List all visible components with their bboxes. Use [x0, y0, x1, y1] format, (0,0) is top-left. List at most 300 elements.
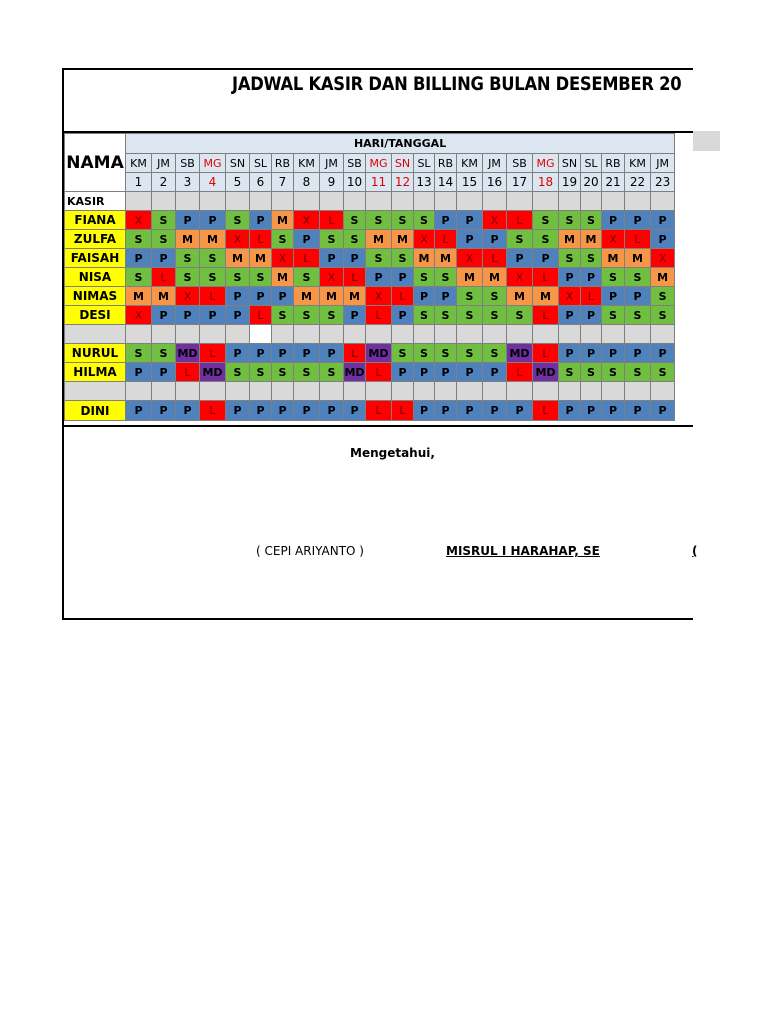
shift-cell: P — [226, 401, 250, 421]
shift-cell: P — [152, 306, 176, 325]
spacer-row — [65, 325, 675, 344]
weekday-cell: JM — [320, 154, 344, 173]
shift-cell: S — [483, 344, 507, 363]
section-row — [65, 192, 675, 211]
shift-cell: P — [507, 401, 533, 421]
shift-cell: S — [507, 306, 533, 325]
shift-cell: X — [272, 249, 294, 268]
date-number-cell: 23 — [651, 173, 675, 192]
date-number-cell: 11 — [366, 173, 392, 192]
shift-cell: L — [483, 249, 507, 268]
staff-name: FAISAH — [65, 249, 126, 268]
shift-cell: S — [250, 363, 272, 382]
table-bottom-border — [64, 425, 693, 427]
shift-cell: L — [250, 230, 272, 249]
weekday-cell: JM — [483, 154, 507, 173]
shift-cell: S — [126, 344, 152, 363]
shift-cell: P — [294, 344, 320, 363]
shift-cell: P — [651, 344, 675, 363]
shift-cell: P — [483, 401, 507, 421]
shift-cell: S — [625, 268, 651, 287]
shift-cell: L — [581, 287, 602, 306]
shift-cell: P — [126, 363, 152, 382]
shift-cell: S — [457, 287, 483, 306]
shift-cell: MD — [533, 363, 559, 382]
shift-cell: X — [457, 249, 483, 268]
date-number-cell: 1 — [126, 173, 152, 192]
shift-cell: S — [457, 306, 483, 325]
shift-cell: P — [126, 249, 152, 268]
date-number-cell: 19 — [559, 173, 581, 192]
empty-cell — [294, 382, 320, 401]
shift-cell: MD — [344, 363, 366, 382]
empty-cell — [651, 382, 675, 401]
shift-cell: P — [392, 363, 414, 382]
shift-cell: L — [250, 306, 272, 325]
shift-cell: P — [559, 401, 581, 421]
shift-cell: S — [581, 249, 602, 268]
staff-name: DINI — [65, 401, 126, 421]
shift-cell: L — [366, 401, 392, 421]
empty-cell — [507, 192, 533, 211]
empty-cell — [176, 192, 200, 211]
shift-cell: X — [294, 211, 320, 230]
shift-cell: S — [602, 306, 625, 325]
shift-cell: M — [344, 287, 366, 306]
shift-cell: S — [414, 344, 435, 363]
shift-cell: S — [483, 287, 507, 306]
empty-cell — [602, 192, 625, 211]
shift-cell: MD — [366, 344, 392, 363]
staff-row — [65, 344, 675, 363]
shift-cell: L — [392, 287, 414, 306]
staff-row — [65, 249, 675, 268]
shift-cell: P — [435, 401, 457, 421]
staff-row — [65, 211, 675, 230]
empty-cell — [126, 192, 152, 211]
shift-cell: L — [625, 230, 651, 249]
empty-cell — [200, 382, 226, 401]
shift-cell: P — [625, 287, 651, 306]
shift-cell: S — [392, 344, 414, 363]
staff-name: NIMAS — [65, 287, 126, 306]
shift-cell: S — [457, 344, 483, 363]
shift-cell: L — [533, 268, 559, 287]
shift-cell: L — [533, 401, 559, 421]
shift-cell: S — [507, 230, 533, 249]
shift-cell: P — [176, 211, 200, 230]
shift-cell: S — [200, 268, 226, 287]
empty-cell — [625, 192, 651, 211]
staff-name: NURUL — [65, 344, 126, 363]
shift-cell: S — [414, 306, 435, 325]
shift-cell: L — [533, 344, 559, 363]
shift-cell: P — [651, 230, 675, 249]
empty-cell — [435, 382, 457, 401]
empty-cell — [457, 192, 483, 211]
weekday-cell: RB — [272, 154, 294, 173]
shift-cell: P — [457, 211, 483, 230]
shift-cell: S — [625, 363, 651, 382]
shift-cell: S — [392, 211, 414, 230]
empty-cell — [435, 325, 457, 344]
shift-cell: P — [176, 306, 200, 325]
shift-cell: MD — [176, 344, 200, 363]
shift-cell: S — [414, 268, 435, 287]
shift-cell: S — [581, 211, 602, 230]
empty-cell — [250, 325, 272, 344]
shift-cell: P — [581, 344, 602, 363]
shift-cell: P — [226, 287, 250, 306]
shift-cell: P — [344, 249, 366, 268]
shift-cell: P — [200, 211, 226, 230]
shift-cell: L — [176, 363, 200, 382]
shift-cell: S — [226, 363, 250, 382]
shift-cell: P — [625, 211, 651, 230]
date-number-cell: 16 — [483, 173, 507, 192]
weekday-cell: MG — [366, 154, 392, 173]
empty-cell — [602, 325, 625, 344]
shift-cell: S — [272, 230, 294, 249]
shift-cell: P — [200, 306, 226, 325]
empty-cell — [320, 325, 344, 344]
shift-cell: S — [435, 344, 457, 363]
acknowledged-label: Mengetahui, — [350, 446, 435, 460]
empty-cell — [344, 325, 366, 344]
shift-cell: P — [344, 306, 366, 325]
shift-cell: S — [559, 363, 581, 382]
shift-cell: P — [581, 401, 602, 421]
empty-cell — [392, 325, 414, 344]
empty-cell — [250, 192, 272, 211]
empty-cell — [226, 325, 250, 344]
empty-cell — [272, 382, 294, 401]
shift-cell: S — [559, 249, 581, 268]
shift-cell: P — [559, 344, 581, 363]
shift-cell: P — [435, 287, 457, 306]
signatory-2: MISRUL I HARAHAP, SE — [446, 544, 600, 558]
shift-cell: P — [226, 344, 250, 363]
shift-cell: P — [272, 401, 294, 421]
shift-cell: S — [226, 211, 250, 230]
weekday-row — [65, 154, 675, 173]
date-number-cell: 21 — [602, 173, 625, 192]
shift-cell: L — [366, 306, 392, 325]
empty-cell — [625, 382, 651, 401]
shift-cell: S — [392, 249, 414, 268]
shift-cell: M — [625, 249, 651, 268]
shift-cell: M — [294, 287, 320, 306]
date-number-cell: 18 — [533, 173, 559, 192]
weekday-cell: SL — [250, 154, 272, 173]
shift-cell: X — [126, 306, 152, 325]
weekday-cell: JM — [152, 154, 176, 173]
weekday-cell: SN — [559, 154, 581, 173]
empty-cell — [414, 382, 435, 401]
shift-cell: S — [250, 268, 272, 287]
date-number-cell: 15 — [457, 173, 483, 192]
shift-cell: S — [414, 211, 435, 230]
empty-cell — [559, 192, 581, 211]
shift-cell: M — [533, 287, 559, 306]
shift-cell: S — [320, 230, 344, 249]
shift-cell: S — [581, 363, 602, 382]
shift-cell: S — [294, 306, 320, 325]
empty-cell — [226, 382, 250, 401]
shift-cell: X — [226, 230, 250, 249]
shift-cell: P — [320, 401, 344, 421]
shift-cell: X — [176, 287, 200, 306]
empty-cell — [581, 192, 602, 211]
shift-cell: P — [651, 401, 675, 421]
shift-cell: S — [176, 268, 200, 287]
empty-cell — [392, 382, 414, 401]
shift-cell: S — [272, 306, 294, 325]
shift-cell: X — [602, 230, 625, 249]
weekday-cell: SN — [392, 154, 414, 173]
date-number-cell: 20 — [581, 173, 602, 192]
shift-cell: P — [602, 344, 625, 363]
empty-cell — [483, 382, 507, 401]
shift-cell: MD — [507, 344, 533, 363]
signatory-3: ( — [692, 544, 698, 558]
empty-cell — [272, 192, 294, 211]
staff-row — [65, 287, 675, 306]
shift-cell: M — [507, 287, 533, 306]
shift-cell: S — [152, 211, 176, 230]
shift-cell: M — [366, 230, 392, 249]
weekday-cell: SL — [581, 154, 602, 173]
shift-cell: M — [250, 249, 272, 268]
shift-cell: X — [483, 211, 507, 230]
empty-cell — [507, 382, 533, 401]
shift-cell: P — [414, 401, 435, 421]
empty-cell — [533, 382, 559, 401]
weekday-cell: KM — [294, 154, 320, 173]
shift-cell: L — [152, 268, 176, 287]
empty-cell — [366, 192, 392, 211]
empty-cell — [126, 325, 152, 344]
shift-cell: L — [435, 230, 457, 249]
weekday-cell: RB — [602, 154, 625, 173]
date-number-cell: 4 — [200, 173, 226, 192]
shift-cell: P — [457, 363, 483, 382]
empty-cell — [344, 192, 366, 211]
shift-cell: M — [392, 230, 414, 249]
shift-cell: X — [366, 287, 392, 306]
shift-cell: L — [200, 287, 226, 306]
shift-cell: P — [533, 249, 559, 268]
shift-cell: P — [581, 268, 602, 287]
shift-cell: P — [625, 401, 651, 421]
shift-cell: M — [457, 268, 483, 287]
shift-cell: P — [602, 211, 625, 230]
shift-cell: S — [272, 363, 294, 382]
signatory-1: ( CEPI ARIYANTO ) — [256, 544, 364, 558]
shift-cell: M — [226, 249, 250, 268]
shift-cell: MD — [200, 363, 226, 382]
date-number-cell: 13 — [414, 173, 435, 192]
shift-cell: S — [320, 363, 344, 382]
shift-cell: L — [294, 249, 320, 268]
shift-cell: S — [126, 268, 152, 287]
shift-cell: M — [602, 249, 625, 268]
shift-cell: P — [625, 344, 651, 363]
shift-cell: P — [507, 249, 533, 268]
empty-cell — [152, 325, 176, 344]
weekday-cell: KM — [625, 154, 651, 173]
empty-cell — [392, 192, 414, 211]
shift-cell: P — [250, 344, 272, 363]
shift-cell: P — [559, 268, 581, 287]
shift-cell: S — [651, 363, 675, 382]
shift-cell: S — [344, 230, 366, 249]
date-number-cell: 8 — [294, 173, 320, 192]
weekday-cell: KM — [457, 154, 483, 173]
weekday-cell: MG — [200, 154, 226, 173]
shift-cell: P — [457, 230, 483, 249]
shift-cell: L — [344, 344, 366, 363]
shift-cell: S — [294, 268, 320, 287]
empty-cell — [152, 192, 176, 211]
shift-cell: S — [126, 230, 152, 249]
shift-cell: S — [226, 268, 250, 287]
staff-name: FIANA — [65, 211, 126, 230]
empty-cell — [559, 382, 581, 401]
shift-cell: L — [344, 268, 366, 287]
date-number-cell: 3 — [176, 173, 200, 192]
shift-cell: S — [602, 268, 625, 287]
section-label: KASIR — [65, 192, 126, 211]
shift-cell: P — [294, 230, 320, 249]
shift-cell: P — [392, 306, 414, 325]
shift-cell: P — [581, 306, 602, 325]
shift-cell: P — [152, 401, 176, 421]
shift-cell: S — [294, 363, 320, 382]
empty-cell — [250, 382, 272, 401]
shift-cell: P — [272, 344, 294, 363]
date-number-cell: 9 — [320, 173, 344, 192]
staff-row — [65, 401, 675, 421]
empty-cell — [226, 192, 250, 211]
shift-cell: P — [226, 306, 250, 325]
shift-cell: L — [533, 306, 559, 325]
shift-cell: L — [366, 363, 392, 382]
shift-cell: P — [602, 287, 625, 306]
shift-cell: P — [294, 401, 320, 421]
shift-cell: L — [200, 401, 226, 421]
weekday-cell: KM — [126, 154, 152, 173]
empty-cell — [320, 192, 344, 211]
shift-cell: P — [435, 363, 457, 382]
weekday-cell: JM — [651, 154, 675, 173]
shift-cell: P — [435, 211, 457, 230]
empty-cell — [602, 382, 625, 401]
shift-cell: S — [344, 211, 366, 230]
shift-cell: P — [250, 401, 272, 421]
shift-cell: S — [651, 287, 675, 306]
shift-cell: P — [651, 211, 675, 230]
empty-cell — [152, 382, 176, 401]
empty-cell — [414, 325, 435, 344]
shift-cell: S — [483, 306, 507, 325]
empty-cell — [320, 382, 344, 401]
shift-cell: S — [435, 268, 457, 287]
shift-cell: S — [533, 230, 559, 249]
empty-cell — [294, 325, 320, 344]
shift-cell: S — [651, 306, 675, 325]
shift-cell: M — [126, 287, 152, 306]
date-number-cell: 7 — [272, 173, 294, 192]
shift-cell: L — [392, 401, 414, 421]
date-number-cell: 5 — [226, 173, 250, 192]
shift-cell: S — [602, 363, 625, 382]
shift-cell: M — [651, 268, 675, 287]
empty-cell — [457, 325, 483, 344]
shift-cell: P — [176, 401, 200, 421]
shift-cell: P — [559, 306, 581, 325]
empty-cell — [581, 382, 602, 401]
shift-cell: L — [507, 211, 533, 230]
empty-cell — [533, 325, 559, 344]
name-column-header: NAMA — [65, 134, 126, 192]
date-number-cell: 10 — [344, 173, 366, 192]
shift-cell: S — [366, 211, 392, 230]
weekday-cell: SB — [176, 154, 200, 173]
shift-cell: P — [483, 230, 507, 249]
empty-cell — [200, 325, 226, 344]
empty-cell — [65, 382, 126, 401]
shift-cell: P — [414, 287, 435, 306]
shift-cell: X — [559, 287, 581, 306]
weekday-cell: SL — [414, 154, 435, 173]
empty-cell — [483, 192, 507, 211]
shift-cell: S — [533, 211, 559, 230]
staff-row — [65, 230, 675, 249]
header-group-row — [65, 134, 675, 154]
empty-cell — [507, 325, 533, 344]
empty-cell — [176, 325, 200, 344]
empty-cell — [625, 325, 651, 344]
shift-cell: X — [507, 268, 533, 287]
shift-cell: P — [250, 287, 272, 306]
shift-cell: S — [320, 306, 344, 325]
empty-cell — [126, 382, 152, 401]
empty-cell — [457, 382, 483, 401]
empty-cell — [65, 325, 126, 344]
date-number-cell: 6 — [250, 173, 272, 192]
empty-cell — [651, 325, 675, 344]
shift-cell: M — [414, 249, 435, 268]
shift-cell: M — [320, 287, 344, 306]
shift-cell: P — [344, 401, 366, 421]
shift-cell: X — [126, 211, 152, 230]
shift-cell: S — [176, 249, 200, 268]
shift-cell: P — [366, 268, 392, 287]
date-number-cell: 12 — [392, 173, 414, 192]
shift-cell: S — [366, 249, 392, 268]
empty-cell — [344, 382, 366, 401]
shift-cell: M — [581, 230, 602, 249]
empty-cell — [533, 192, 559, 211]
empty-cell — [294, 192, 320, 211]
shift-cell: P — [457, 401, 483, 421]
staff-name: ZULFA — [65, 230, 126, 249]
shift-cell: S — [625, 306, 651, 325]
schedule-sheet — [62, 68, 698, 620]
shift-cell: S — [152, 344, 176, 363]
shift-cell: X — [320, 268, 344, 287]
